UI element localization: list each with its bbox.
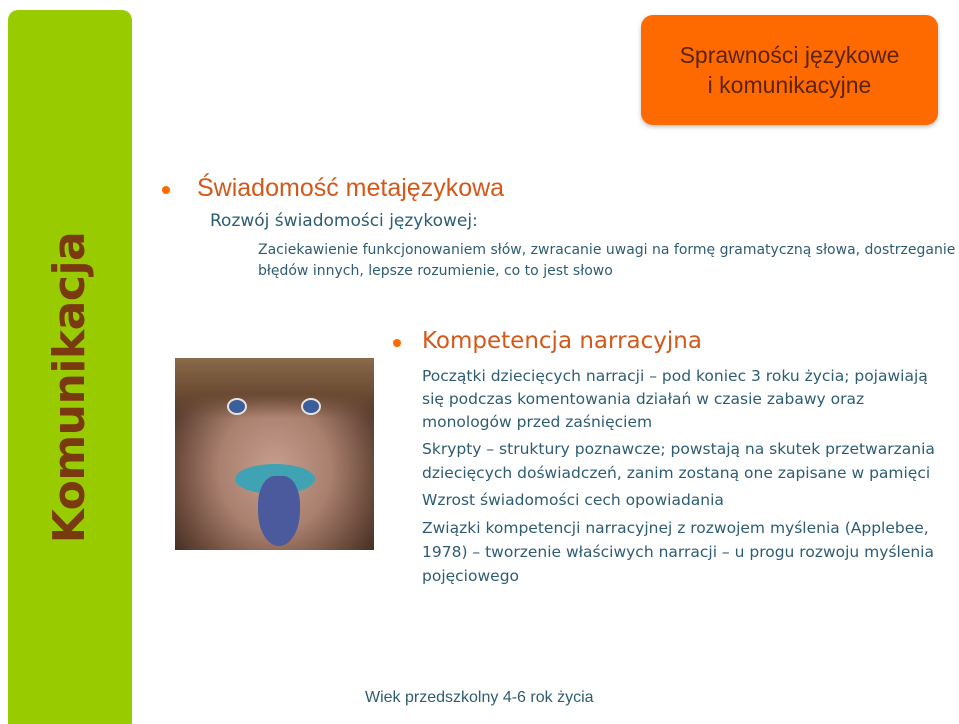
section1-subheading: Rozwój świadomości językowej: bbox=[210, 211, 478, 231]
footer-text: Wiek przedszkolny 4-6 rok życia bbox=[365, 689, 594, 706]
bullet-icon bbox=[393, 339, 401, 347]
section2-line: Początki dziecięcych narracji – pod koniec 3 roku życia; pojawiają bbox=[422, 367, 928, 385]
section1-line: błędów innych, lepsze rozumienie, co to jest słowo bbox=[258, 263, 613, 279]
bullet-icon bbox=[162, 186, 170, 194]
topic-line-2: i komunikacyjne bbox=[707, 72, 872, 98]
section2-line: monologów przed zaśnięciem bbox=[422, 413, 653, 431]
section2-line: Związki kompetencji narracyjnej z rozwojem myślenia (Applebee, bbox=[422, 519, 929, 537]
topic-box bbox=[641, 15, 938, 125]
photo-eye-left bbox=[227, 398, 247, 415]
photo-hair bbox=[175, 358, 374, 418]
section2-line: Wzrost świadomości cech opowiadania bbox=[422, 491, 724, 509]
photo-eye-right bbox=[301, 398, 321, 415]
section2-line: 1978) – tworzenie właściwych narracji – u progu rozwoju myślenia bbox=[422, 543, 934, 561]
sidebar-title: Komunikacja bbox=[44, 231, 96, 543]
section2-line: pojęciowego bbox=[422, 567, 520, 585]
section1-heading: Świadomość metajęzykowa bbox=[197, 174, 505, 202]
section2-line: dziecięcych doświadczeń, zanim zostaną one zapisane w pamięci bbox=[422, 464, 931, 482]
photo-tongue bbox=[258, 476, 300, 546]
sidebar-panel bbox=[8, 10, 132, 724]
section2-heading: Kompetencja narracyjna bbox=[422, 328, 702, 354]
topic-line-1: Sprawności językowe bbox=[679, 42, 900, 68]
section2-line: Skrypty – struktury poznawcze; powstają na skutek przetwarzania bbox=[422, 440, 935, 458]
sidebar-title-wrap bbox=[6, 231, 134, 543]
section1-line: Zaciekawienie funkcjonowaniem słów, zwracanie uwagi na formę gramatyczną słowa, dostrzeganie bbox=[258, 242, 956, 258]
child-photo bbox=[175, 358, 374, 550]
section2-line: się podczas komentowania działań w czasie zabawy oraz bbox=[422, 390, 865, 408]
